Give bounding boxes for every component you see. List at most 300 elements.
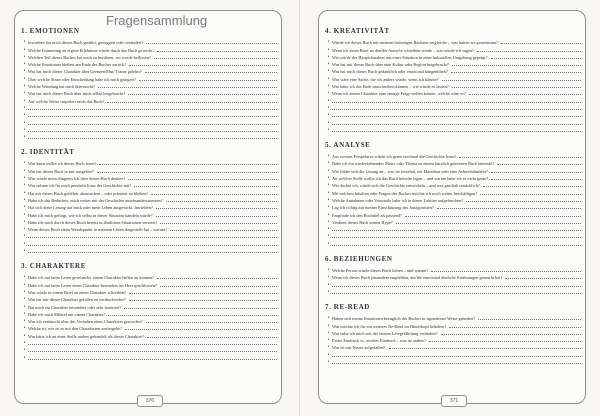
- question-section: [21, 262, 277, 361]
- question-line: [325, 232, 581, 239]
- question-text: Lag ich richtig mit meiner Einschätzung des Antagonisten?: [332, 205, 434, 211]
- question-text: Wenn dieses Buch einen Wendepunkt in meinem Leben dargestellt hat – warum?: [28, 227, 168, 233]
- bullet-icon: •: [327, 330, 330, 336]
- bullet-icon: •: [23, 62, 26, 68]
- question-line: [325, 159, 581, 166]
- question-text: Wie würde der Hauptcharakter um einer Situation in einer kulturellen Umgebung geprägt?: [332, 54, 488, 60]
- answer-line: [139, 79, 277, 81]
- question-line: [325, 89, 581, 96]
- answer-line: [483, 185, 581, 187]
- question-text: Habe ich mich durch dieses Buch bereits in ähnlichen Situationen versetzt?: [28, 219, 158, 225]
- question-line: [21, 353, 277, 360]
- bullet-icon: •: [23, 168, 26, 174]
- question-line: [21, 203, 277, 210]
- question-text: Habe ich mich Mitleid mit einem Charakter?: [28, 311, 106, 317]
- answer-line: [128, 178, 277, 180]
- bullet-icon: •: [23, 47, 26, 53]
- question-line: [325, 181, 581, 188]
- bullet-icon: •: [23, 282, 26, 288]
- question-text: Was hat mich dieser Charakter über Grenzen/Mut/ Trauer gelehrt?: [28, 69, 142, 75]
- answer-line: [28, 115, 277, 117]
- question-text: Verdient dieses Buch seinen Hype?: [332, 219, 393, 225]
- question-line: [325, 104, 581, 111]
- answer-line: [466, 200, 581, 202]
- question-line: [325, 225, 581, 232]
- right-page: [300, 0, 600, 416]
- question-text: Aus wessen Perspektive würde ich gerne nochmal die Geschichte lesen?: [332, 154, 457, 160]
- bullet-icon: •: [23, 98, 26, 104]
- question-text: Habe ich mich gefragt, wie ich selbst in dieser Situation handeln würde?: [28, 212, 153, 218]
- bullet-icon: •: [23, 113, 26, 119]
- answer-line: [28, 244, 277, 246]
- answer-line: [505, 277, 581, 279]
- question-line: [21, 67, 277, 74]
- answer-line: [146, 42, 277, 44]
- question-line: [325, 280, 581, 287]
- question-text: Inwiefern hat mich dieses Buch gerührt, gewiggert oder verändert?: [28, 40, 144, 46]
- question-text: Habe ich mit beim Lesen einen Charakter besonders ins Herz geschlossen?: [28, 282, 157, 288]
- bullet-icon: •: [23, 76, 26, 82]
- bullet-icon: •: [327, 40, 330, 46]
- section-heading: 6. BEZIEHUNGEN: [325, 254, 393, 263]
- question-line: [21, 74, 277, 81]
- question-text: Wenn ich einem Charakter eine einzige Frage stellen könnte, welche wäre es?: [332, 91, 466, 97]
- question-text: Was hat mir dieser Charakter gefallen zu verabschieden?: [28, 297, 126, 303]
- question-line: [21, 317, 277, 324]
- bullet-icon: •: [327, 241, 330, 247]
- answer-line: [459, 156, 581, 158]
- question-text: Hat mir dieses Buch gefallen, abzusuchen – oder prämiert zu bleiben?: [28, 190, 149, 196]
- question-line: [325, 174, 581, 181]
- question-line: [325, 358, 581, 365]
- question-line: [325, 329, 581, 336]
- question-line: [325, 336, 581, 343]
- bullet-icon: •: [327, 289, 330, 295]
- section-heading: 2. IDENTITÄT: [21, 148, 75, 157]
- bullet-icon: •: [327, 219, 330, 225]
- question-line: [21, 82, 277, 89]
- bullet-icon: •: [327, 154, 330, 160]
- question-line: [21, 324, 277, 331]
- answer-line: [170, 229, 277, 231]
- question-text: Welche ist, wie ist es mit den Charakteren weitergehe?: [28, 326, 122, 332]
- bullet-icon: •: [327, 275, 330, 281]
- question-text: Auf welche Weise inspiriert mich das Buch?: [28, 98, 105, 104]
- question-text: Was hätte ich an einer Stelle anders gehandelt als dieser Charakter?: [28, 333, 144, 339]
- answer-line: [437, 207, 581, 209]
- question-line: [325, 126, 581, 133]
- question-line: [325, 118, 581, 125]
- question-line: [21, 104, 277, 111]
- bullet-icon: •: [327, 359, 330, 365]
- answer-line: [389, 347, 581, 349]
- answer-line: [478, 318, 581, 320]
- answer-line: [332, 355, 581, 357]
- question-text: Welche Erinnerung an eigene Erlebnisse würde durch das Buch geweckt?: [28, 47, 155, 53]
- left-page-content: [21, 25, 277, 369]
- answer-line: [128, 93, 277, 95]
- question-text: Was hat mich dieses Buch über mich selbst beigebracht?: [28, 91, 126, 97]
- question-text: Was kann wollte ich dieses Buch lesen?: [28, 161, 97, 167]
- question-line: [325, 203, 581, 210]
- question-line: [21, 302, 277, 309]
- bullet-icon: •: [327, 161, 330, 167]
- answer-line: [332, 229, 581, 231]
- bullet-icon: •: [23, 241, 26, 247]
- question-line: [21, 118, 277, 125]
- question-text: Würde ich dieses Buch mit meinem bisherigen Büchern vergleiche – was hatten sie gemeinsam?: [332, 40, 498, 46]
- answer-line: [332, 362, 581, 364]
- question-section: [21, 27, 277, 140]
- bullet-icon: •: [23, 355, 26, 361]
- question-section: [325, 141, 581, 247]
- question-text: Erster Eindruck vs. zweiter Eindruck – was ist anders?: [332, 338, 426, 344]
- bullet-icon: •: [327, 62, 330, 68]
- answer-line: [452, 64, 581, 66]
- answer-line: [28, 108, 277, 110]
- question-line: [21, 346, 277, 353]
- answer-line: [157, 277, 277, 279]
- question-text: Habe ich mit beim Lesen gewünscht, einem Charakter helfen zu können?: [28, 275, 154, 281]
- page-title: Fragensammlung: [101, 13, 212, 29]
- question-text: Über welche Sinne oder Entscheidung habe ich mich geärgert?: [28, 76, 137, 82]
- question-text: Was hat mich dieses Buch gedanklich oder emotional hängenblieb?: [332, 69, 448, 75]
- answer-line: [151, 193, 277, 195]
- answer-line: [477, 50, 581, 52]
- answer-line: [332, 123, 581, 125]
- answer-line: [129, 299, 277, 301]
- question-text: An welcher Stelle wollte ich das Buch beiseite legen – und warum habe ich es nicht getan?: [332, 176, 489, 182]
- question-line: [21, 210, 277, 217]
- question-line: [21, 247, 277, 254]
- bullet-icon: •: [327, 345, 330, 351]
- answer-line: [156, 207, 277, 209]
- bullet-icon: •: [23, 311, 26, 317]
- answer-line: [28, 343, 277, 345]
- question-line: [325, 350, 581, 357]
- bullet-icon: •: [23, 161, 26, 167]
- bullet-icon: •: [327, 84, 330, 90]
- bullet-icon: •: [327, 205, 330, 211]
- bullet-icon: •: [23, 333, 26, 339]
- question-text: Empfinde ich den Buchtitel als passend?: [332, 212, 402, 218]
- question-line: [21, 225, 277, 232]
- question-line: [325, 67, 581, 74]
- page-number: 371: [441, 395, 467, 407]
- answer-line: [396, 222, 581, 224]
- bullet-icon: •: [23, 205, 26, 211]
- bullet-icon: •: [327, 268, 330, 274]
- question-line: [325, 343, 581, 350]
- answer-line: [154, 57, 277, 59]
- bullet-icon: •: [23, 120, 26, 126]
- bullet-icon: •: [23, 297, 26, 303]
- question-line: [325, 266, 581, 273]
- bullet-icon: •: [23, 275, 26, 281]
- right-page-frame: [318, 10, 586, 404]
- answer-line: [28, 137, 277, 139]
- question-section: [21, 148, 277, 254]
- answer-line: [429, 340, 581, 342]
- question-text: Wie dachte ich, würde sich die Geschichte entwickeln – und was geschah tatsächlich?: [332, 183, 480, 189]
- bullet-icon: •: [23, 190, 26, 196]
- bullet-icon: •: [23, 91, 26, 97]
- bullet-icon: •: [327, 91, 330, 97]
- question-line: [325, 111, 581, 118]
- answer-line: [97, 171, 277, 173]
- answer-line: [156, 215, 277, 217]
- question-line: [21, 133, 277, 140]
- question-line: [21, 166, 277, 173]
- question-line: [21, 196, 277, 203]
- bullet-icon: •: [23, 304, 26, 310]
- answer-line: [125, 328, 277, 330]
- bullet-icon: •: [327, 183, 330, 189]
- bullet-icon: •: [23, 212, 26, 218]
- question-line: [21, 288, 277, 295]
- question-text: Welche Emotionen bleiben am Ende des Buches zurück?: [28, 62, 126, 68]
- question-text: Habe ich ein wiederkehrendes Motiv oder Thema zu einem kürzlich gelesenen Buch bemerkt?: [332, 161, 495, 167]
- bullet-icon: •: [23, 105, 26, 111]
- bullet-icon: •: [327, 47, 330, 53]
- answer-line: [332, 108, 581, 110]
- bullet-icon: •: [23, 219, 26, 225]
- bullet-icon: •: [327, 338, 330, 344]
- answer-line: [28, 350, 277, 352]
- answer-line: [469, 93, 581, 95]
- question-line: [21, 174, 277, 181]
- question-text: Was wäre eine Sache, die ich anders würde, wenn ich könnte?: [332, 76, 439, 82]
- bullet-icon: •: [23, 54, 26, 60]
- question-line: [325, 53, 581, 60]
- question-text: Was hat dieses Buch in mir ausgelöst?: [28, 168, 94, 174]
- question-text: Welche Person würde dieses Buch lieben – und warum?: [332, 268, 429, 274]
- question-text: Welchen Teil dieses Buches hat mich zu berühren, wo wurde beflissen?: [28, 54, 151, 60]
- bullet-icon: •: [327, 190, 330, 196]
- bullet-icon: •: [23, 326, 26, 332]
- answer-line: [129, 64, 277, 66]
- answer-line: [491, 171, 581, 173]
- answer-line: [491, 178, 581, 180]
- question-text: Wenn ich dieses Buch jemandem empfehlen, die/die emotional ähnliche Erfahrungen gemacht hat?: [332, 275, 503, 281]
- answer-line: [28, 130, 277, 132]
- answer-line: [449, 326, 581, 328]
- left-page-frame: [14, 10, 282, 404]
- answer-line: [129, 292, 277, 294]
- answer-line: [166, 200, 277, 202]
- answer-line: [160, 222, 277, 224]
- question-line: [21, 159, 277, 166]
- answer-line: [146, 321, 277, 323]
- question-line: [325, 321, 581, 328]
- bullet-icon: •: [327, 168, 330, 174]
- answer-line: [160, 285, 277, 287]
- section-heading: 4. KREATIVITÄT: [325, 27, 390, 35]
- answer-line: [431, 270, 581, 272]
- bullet-icon: •: [23, 176, 26, 182]
- question-line: [21, 111, 277, 118]
- answer-line: [451, 71, 581, 73]
- question-line: [325, 218, 581, 225]
- question-text: Haben sich meine Emotionen bezüglich des Buches in irgendeiner Weise geändert?: [332, 316, 476, 322]
- question-line: [21, 89, 277, 96]
- answer-line: [332, 244, 581, 246]
- bullet-icon: •: [327, 197, 330, 203]
- answer-line: [491, 57, 581, 59]
- question-text: Welche Wendung hat mich überrascht?: [28, 84, 95, 90]
- answer-line: [28, 358, 277, 360]
- answer-line: [405, 215, 581, 217]
- question-line: [21, 339, 277, 346]
- bullet-icon: •: [23, 249, 26, 255]
- question-line: [21, 126, 277, 133]
- question-line: [21, 38, 277, 45]
- section-heading: 1. EMOTIONEN: [21, 27, 80, 35]
- bullet-icon: •: [23, 348, 26, 354]
- bullet-icon: •: [327, 176, 330, 182]
- bullet-icon: •: [327, 316, 330, 322]
- answer-line: [145, 71, 277, 73]
- question-line: [21, 280, 277, 287]
- answer-line: [452, 86, 581, 88]
- question-text: Was würde mein Jüngeres Ich über dieses Buch denken?: [28, 176, 126, 182]
- question-line: [21, 218, 277, 225]
- bullet-icon: •: [23, 127, 26, 133]
- question-line: [21, 239, 277, 246]
- bullet-icon: •: [327, 282, 330, 288]
- question-line: [325, 210, 581, 217]
- question-line: [21, 273, 277, 280]
- question-line: [21, 45, 277, 52]
- answer-line: [497, 163, 581, 165]
- section-heading: 5. ANALYSE: [325, 140, 371, 149]
- answer-line: [107, 101, 277, 103]
- question-line: [325, 96, 581, 103]
- question-text: Was ich enttäuscht über das Verhalten eines Charakters geworden?: [28, 319, 143, 325]
- bullet-icon: •: [327, 127, 330, 133]
- question-section: [325, 255, 581, 295]
- question-text: Welche Annahmen oder Vorurteile habe ich in dieser Lektüre aufgebrochen?: [332, 197, 464, 203]
- question-text: Mit welchen Inhalten oder Fragen des Buches möchte ich mich weiter beschäftigen?: [332, 190, 478, 196]
- answer-line: [124, 307, 277, 309]
- bullet-icon: •: [327, 98, 330, 104]
- bullet-icon: •: [327, 323, 330, 329]
- question-text: Was habe ich mich seit der letzten Lesegefährlung verändert?: [332, 330, 438, 336]
- question-text: Hat sich diese Lesung auf mich oder mein Leben ausgewirkt. Inwiefern?: [28, 205, 153, 211]
- answer-line: [99, 163, 277, 165]
- question-text: Wie fühlte sich die Lesung an – war sie fesselnd, ein Marathon oder eine Achterbahnfahrt?: [332, 168, 489, 174]
- answer-line: [332, 292, 581, 294]
- question-text: Wenn ich einen Brief an den/die Autor/in schreiben würde – was würde ich sagen?: [332, 47, 475, 53]
- question-section: [325, 27, 581, 133]
- bullet-icon: •: [23, 234, 26, 240]
- answer-line: [98, 86, 277, 88]
- bullet-icon: •: [327, 212, 330, 218]
- answer-line: [332, 115, 581, 117]
- bullet-icon: •: [23, 197, 26, 203]
- question-line: [325, 82, 581, 89]
- question-line: [21, 310, 277, 317]
- bullet-icon: •: [327, 227, 330, 233]
- answer-line: [501, 42, 581, 44]
- question-line: [21, 331, 277, 338]
- answer-line: [332, 236, 581, 238]
- question-line: [21, 60, 277, 67]
- answer-line: [28, 236, 277, 238]
- bullet-icon: •: [23, 340, 26, 346]
- question-line: [325, 273, 581, 280]
- question-text: Was würde in einem Brief an einen Charakter schreiben?: [28, 289, 126, 295]
- bullet-icon: •: [23, 40, 26, 46]
- answer-line: [332, 285, 581, 287]
- question-line: [325, 314, 581, 321]
- question-line: [325, 38, 581, 45]
- answer-line: [332, 130, 581, 132]
- question-text: Habe ich das Bedürfnis, mich weiter mit der Geschichte auseinanderzusetzen?: [28, 197, 163, 203]
- bullet-icon: •: [327, 113, 330, 119]
- right-page-content: [325, 25, 581, 373]
- question-line: [325, 188, 581, 195]
- bullet-icon: •: [327, 54, 330, 60]
- page-number: 370: [137, 395, 163, 407]
- section-heading: 7. RE-READ: [325, 302, 370, 311]
- bullet-icon: •: [327, 120, 330, 126]
- question-line: [325, 74, 581, 81]
- bullet-icon: •: [23, 84, 26, 90]
- question-text: Was möchte ich für ein weiteres Re-Read im Hinterkopf behalten?: [332, 323, 447, 329]
- answer-line: [28, 123, 277, 125]
- question-text: Was hat mir dieses Buch über eine Kultur oder Region beigebracht?: [332, 62, 449, 68]
- question-text: Wie hätte ich das Ende umschreiben können – wie würde es lauten?: [332, 84, 449, 90]
- question-section: [325, 303, 581, 365]
- question-line: [21, 53, 277, 60]
- bullet-icon: •: [23, 289, 26, 295]
- question-line: [21, 232, 277, 239]
- question-text: Was ist mir Neues aufgefallen?: [332, 345, 386, 351]
- section-heading: 3. CHARAKTERE: [21, 262, 86, 271]
- answer-line: [332, 101, 581, 103]
- bullet-icon: •: [327, 76, 330, 82]
- answer-line: [28, 251, 277, 253]
- bullet-icon: •: [23, 135, 26, 141]
- question-line: [325, 45, 581, 52]
- bullet-icon: •: [327, 69, 330, 75]
- answer-line: [480, 193, 581, 195]
- answer-line: [442, 79, 581, 81]
- bullet-icon: •: [23, 69, 26, 75]
- bullet-icon: •: [327, 105, 330, 111]
- question-text: Hat mich ein Charakter besonders oder sehr frustriert?: [28, 304, 122, 310]
- bullet-icon: •: [327, 234, 330, 240]
- question-line: [325, 288, 581, 295]
- question-line: [325, 152, 581, 159]
- answer-line: [157, 50, 277, 52]
- bullet-icon: •: [327, 352, 330, 358]
- question-line: [325, 196, 581, 203]
- question-text: Was nehme ich für mich persönlich aus der Geschichte mit?: [28, 183, 132, 189]
- answer-line: [441, 333, 581, 335]
- bullet-icon: •: [23, 183, 26, 189]
- question-line: [21, 295, 277, 302]
- bullet-icon: •: [23, 319, 26, 325]
- question-line: [325, 239, 581, 246]
- question-line: [21, 96, 277, 103]
- question-line: [21, 188, 277, 195]
- answer-line: [108, 314, 277, 316]
- answer-line: [147, 336, 277, 338]
- answer-line: [134, 185, 277, 187]
- bullet-icon: •: [23, 227, 26, 233]
